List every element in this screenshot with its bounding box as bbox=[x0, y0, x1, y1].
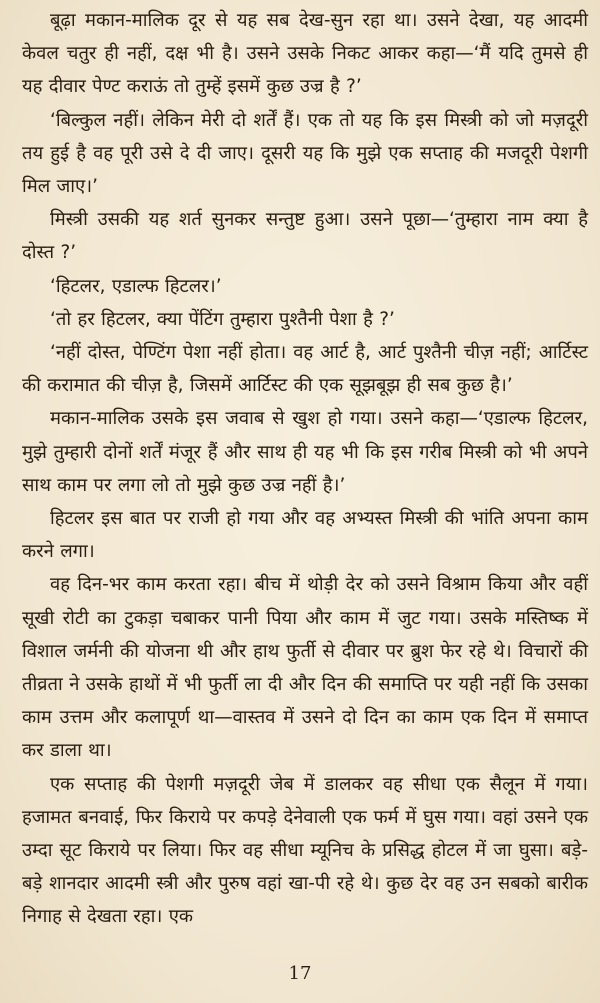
body-text bbox=[22, 4, 588, 934]
paragraph: ‘हिटलर, एडाल्फ हिटलर।’ bbox=[50, 275, 222, 297]
paragraph: हिटलर इस बात पर राजी हो गया और वह अभ्यस्त मिस्त्री की भांति अपना काम करने लगा। bbox=[22, 508, 588, 563]
paragraph: मिस्त्री उसकी यह शर्त सुनकर सन्तुष्ट हुआ। उसने पूछा—‘तुम्हारा नाम क्या है दोस्त ?’ bbox=[22, 209, 588, 264]
paragraph: बूढ़ा मकान-मालिक दूर से यह सब देख-सुन रहा था। उसने देखा, यह आदमी केवल चतुर ही नहीं, दक्ष भी है। उसने उसके निकट आकर कहा—‘मैं यदि तुमसे ही यह दीवार पेण्ट कराऊं तो तुम्हें इसमें कुछ उज्र है ?’ bbox=[22, 10, 588, 98]
paragraph: वह दिन-भर काम करता रहा। बीच में थोड़ी देर को उसने विश्राम किया और वहीं सूखी रोटी का टुकड़ा चबाकर पानी पिया और काम में जुट गया। उसके मस्तिष्क में विशाल जर्मनी की योजना थी और हाथ फुर्ती से दीवार पर ब्रुश फेर रहे थे। विचारों की तीव्रता ने उसके हाथों में भी फुर्ती ला दी और दिन की समाप्ति पर यही नहीं कि उसका काम उत्तम और कलापूर्ण था—वास्तव में उसने दो दिन का काम एक दिन में समाप्त कर डाला था। bbox=[22, 574, 588, 762]
page-number: 17 bbox=[288, 963, 312, 984]
paragraph: एक सप्ताह की पेशगी मज़दूरी जेब में डालकर वह सीधा एक सैलून में गया। हजामत बनवाई, फिर किराये पर कपड़े देनेवाली एक फर्म में घुस गया। वहां उसने एक उम्दा सूट किराये पर लिया। फिर वह सीधा म्यूनिच के प्रसिद्ध होटल में जा घुसा। बड़े-बड़े शानदार आदमी स्त्री और पुरुष वहां खा-पी रहे थे। कुछ देर वह उन सबको बारीक निगाह से देखता रहा। एक bbox=[22, 773, 588, 928]
paragraph: ‘तो हर हिटलर, क्या पेंटिंग तुम्हारा पुश्तैनी पेशा है ?’ bbox=[50, 308, 395, 330]
paragraph: ‘नहीं दोस्त, पेण्टिंग पेशा नहीं होता। वह आर्ट है, आर्ट पुश्तैनी चीज़ नहीं; आर्टिस्ट की करामात की चीज़ है, जिसमें आर्टिस्ट की एक सूझबूझ ही सब कुछ है।’ bbox=[22, 342, 588, 397]
paragraph: ‘बिल्कुल नहीं। लेकिन मेरी दो शर्तें हैं। एक तो यह कि इस मिस्त्री को जो मज़दूरी तय हुई है वह पूरी उसे दे दी जाए। दूसरी यह कि मुझे एक सप्ताह की मजदूरी पेशगी मिल जाए।’ bbox=[22, 109, 588, 198]
paragraph: मकान-मालिक उसके इस जवाब से खुश हो गया। उसने कहा—‘एडाल्फ हिटलर, मुझे तुम्हारी दोनों शर्तें मंजूर हैं और साथ ही यह भी कि इस गरीब मिस्त्री को भी अपने साथ काम पर लगा लो तो मुझे कुछ उज्र नहीं है।’ bbox=[22, 408, 588, 496]
